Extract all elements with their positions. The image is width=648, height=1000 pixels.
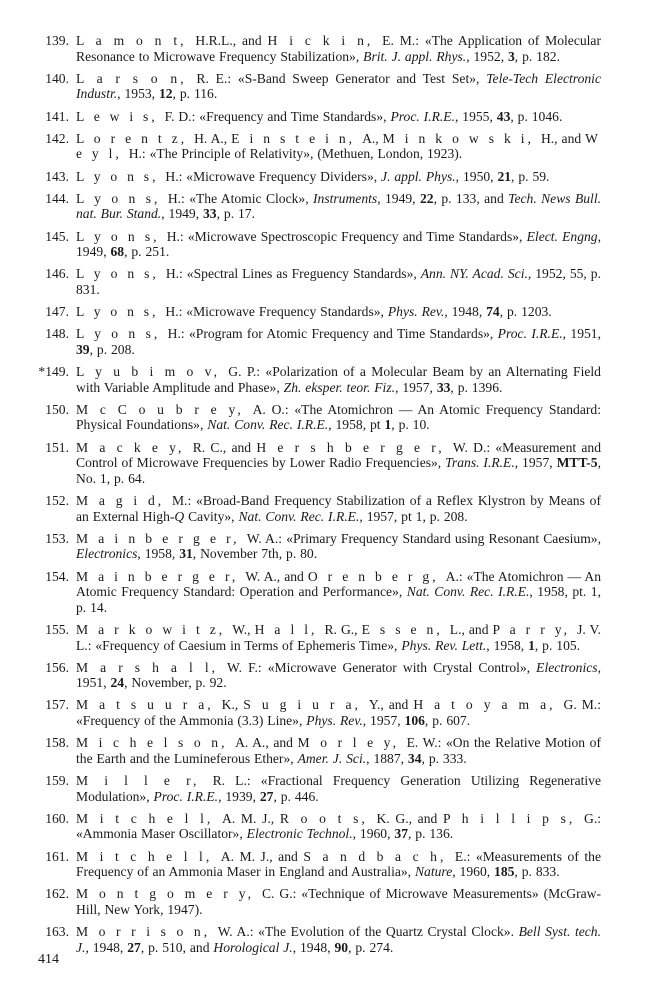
reference-text: , 1957,: [395, 379, 437, 395]
reference-text: , 1951,: [76, 659, 601, 691]
reference-text: , No. 1, p. 64.: [76, 455, 602, 486]
author-name: E i n s t e i n,: [231, 130, 363, 146]
reference-entry: [45, 439, 602, 487]
reference-text: , p. 133, and: [433, 190, 509, 206]
volume-number: 22: [419, 190, 434, 206]
reference-text: H.: «Program for Atomic Frequency and Time Standards»,: [167, 326, 498, 342]
reference-number: 140.: [45, 70, 69, 86]
reference-text: , p. 105.: [534, 637, 581, 653]
reference-entry: [38, 364, 601, 395]
reference-text: , November 7th, p. 80.: [192, 546, 318, 562]
reference-number: 147.: [45, 304, 69, 320]
volume-number: 1: [528, 637, 535, 653]
reference-text: , p. 1203.: [499, 304, 552, 320]
journal-title: Nature: [414, 864, 453, 880]
journal-title: Proc. I.R.E.: [390, 108, 455, 124]
reference-number: 148.: [45, 326, 69, 342]
reference-number: 158.: [45, 735, 69, 751]
journal-title: Phys. Rev.: [387, 304, 445, 320]
reference-text: H.R.L., and: [195, 33, 268, 48]
reference-text: H. A.,: [194, 130, 232, 146]
volume-number: 27: [259, 788, 274, 804]
journal-title: Nat. Conv. Rec. I.R.E.: [207, 417, 329, 433]
reference-text: K.,: [221, 697, 244, 713]
reference-text: K. G., and: [376, 810, 444, 826]
reference-text: Y., and: [368, 697, 414, 713]
volume-number: 39: [76, 341, 90, 357]
reference-text: A. M. J.,: [222, 810, 280, 826]
reference-text: W. A.: «The Evolution of the Quartz Crystal Clock».: [217, 924, 519, 940]
reference-text: , p. 136.: [407, 826, 454, 842]
journal-title: Electronics: [76, 546, 138, 562]
author-name: L y o n s,: [76, 326, 168, 342]
reference-entry: [45, 697, 601, 729]
author-name: L y o n s,: [76, 266, 166, 282]
journal-title: Electronic Technol.: [246, 826, 353, 842]
reference-text: , p. 182.: [514, 48, 560, 64]
reference-entry: [45, 108, 601, 125]
journal-title: Bell Syst. tech. J.: [76, 924, 601, 955]
author-name: L o r e n t z,: [76, 130, 195, 146]
author-name: L y o n s,: [76, 304, 166, 320]
author-name: M i t c h e l l,: [76, 848, 221, 864]
reference-entry: [45, 326, 601, 357]
reference-entry: [45, 266, 601, 297]
author-name: L y o n s,: [76, 228, 167, 244]
author-name: M a c k e y,: [76, 439, 193, 455]
journal-title: Electronics: [536, 659, 598, 675]
reference-text: G. M.: «Frequency of the Ammonia (3.3) Line»,: [76, 697, 601, 729]
author-name: R o o t s,: [279, 810, 377, 826]
journal-title: Tele-Tech Electronic Industr.: [76, 70, 601, 102]
page-number: 414: [38, 952, 59, 967]
reference-number: 155.: [45, 621, 69, 637]
journal-title: Brit. J. appl. Rhys.: [363, 48, 467, 64]
reference-text: H.: «The Principle of Relativity», (Methuen, London, 1923).: [128, 146, 463, 162]
journal-title: Proc. I.R.E.: [153, 788, 219, 804]
reference-number: 145.: [45, 228, 69, 244]
volume-number: 106: [404, 713, 425, 729]
reference-text: L., and: [449, 621, 493, 637]
reference-text: R. L.: «Fractional Frequency Generation Utilizing Regenerative Modulation»,: [76, 773, 601, 804]
volume-number: 43: [496, 108, 511, 124]
author-name: M a t s u u r a,: [76, 697, 222, 713]
reference-text: , 1952,: [466, 48, 508, 64]
reference-number: 156.: [45, 659, 69, 675]
journal-title: Phys. Rev.: [306, 713, 363, 729]
reference-entry: [45, 568, 601, 616]
reference-number: 144.: [45, 190, 69, 206]
reference-number: 142.: [45, 130, 69, 146]
reference-text: , 1953,: [117, 86, 159, 102]
author-name: M a r k o w i t z,: [76, 621, 233, 637]
reference-text: A. M. J., and: [220, 848, 304, 864]
volume-number: 90: [334, 939, 349, 955]
volume-number: 12: [158, 86, 173, 102]
reference-text: , 1960,: [452, 864, 495, 880]
reference-text: H., and: [540, 130, 586, 146]
author-name: M o n t g o m e r y,: [76, 886, 262, 902]
reference-text: , p. 116.: [172, 86, 218, 102]
reference-text: , 1955,: [454, 108, 497, 124]
journal-title: Amer. J. Sci.: [297, 750, 367, 766]
reference-text: , November, p. 92.: [124, 675, 227, 691]
reference-text: W. A., and: [245, 568, 308, 584]
author-name: H a l l,: [254, 621, 325, 637]
reference-entry: [45, 810, 602, 842]
reference-entry: [45, 848, 601, 880]
reference-number: 146.: [45, 266, 69, 282]
volume-number: 37: [394, 826, 408, 842]
reference-number: 150.: [45, 401, 69, 417]
reference-number: 143.: [45, 168, 69, 184]
reference-text: , 1949,: [161, 206, 203, 222]
journal-title: Nat. Conv. Rec. I.R.E.: [406, 584, 530, 600]
reference-text: A.,: [362, 130, 383, 146]
volume-number: 185: [494, 864, 515, 880]
author-name: P a r r y,: [492, 621, 578, 637]
reference-list: [0, 33, 648, 962]
reference-text: , 1958, pt. 1, p. 14.: [76, 584, 601, 615]
reference-entry: [45, 130, 602, 162]
author-name: L a m o n t,: [76, 33, 196, 48]
journal-title: Phys. Rev. Lett.: [401, 637, 487, 653]
reference-text: , p. 1046.: [510, 108, 563, 124]
author-name: M i t c h e l l,: [76, 810, 222, 826]
reference-text: , 1949,: [76, 228, 601, 260]
reference-entry: [45, 773, 601, 804]
reference-number: 154.: [45, 568, 69, 584]
reference-text: F. D.: «Frequency and Time Standards»,: [164, 108, 391, 124]
reference-number: 139.: [45, 33, 69, 48]
reference-text: R. E.: «S-Band Sweep Generator and Test Set»,: [196, 70, 487, 86]
reference-text: , p. 510, and: [140, 939, 214, 955]
author-name: M o r l e y,: [297, 735, 407, 751]
reference-text: , 1949,: [377, 190, 420, 206]
reference-text: , p. 251.: [124, 244, 170, 260]
journal-title: Elect. Engng: [526, 228, 598, 244]
reference-text: Cavity»,: [184, 508, 239, 524]
reference-text: , p. 833.: [514, 864, 560, 880]
reference-text: , 1957,: [514, 455, 557, 471]
reference-text: G.: «Ammonia Maser Oscillator»,: [76, 810, 602, 842]
reference-number: 160.: [45, 810, 69, 826]
author-name: H i c k i n,: [267, 33, 383, 48]
reference-text: , p. 446.: [273, 788, 319, 804]
reference-text: G. P.: «Polarization of a Molecular Beam by an Alternating Field with Variable Amplitude and Phase»,: [76, 364, 601, 395]
reference-text: , p. 10.: [391, 417, 430, 433]
reference-text: , 1960,: [352, 826, 395, 842]
reference-text: H.: «Microwave Frequency Standards»,: [165, 304, 388, 320]
reference-text: , 1948,: [292, 939, 335, 955]
reference-text: , 1951,: [562, 326, 601, 342]
reference-entry: [45, 659, 601, 691]
author-name: S a n d b a c h,: [303, 848, 455, 864]
reference-text: , 1958,: [137, 546, 180, 562]
reference-entry: [45, 33, 601, 64]
reference-text: E. M.: «The Application of Molecular Resonance to Microwave Frequency Stabilization»,: [76, 33, 601, 64]
reference-number: 141.: [45, 108, 69, 124]
reference-text: H.: «The Atomic Clock»,: [167, 190, 313, 206]
reference-text: , 1957, pt 1, p. 208.: [359, 508, 468, 524]
reference-text: , p. 274.: [348, 939, 394, 955]
reference-number: 153.: [45, 530, 69, 546]
reference-number: 152.: [45, 492, 69, 508]
author-name: H a t o y a m a,: [413, 697, 564, 713]
reference-text: , 1957,: [362, 713, 405, 729]
author-name: H e r s h b e r g e r,: [256, 439, 453, 455]
reference-text: , 1958, pt: [328, 417, 385, 433]
author-name: M a g i d,: [76, 492, 172, 508]
reference-text: , p. 607.: [424, 713, 471, 729]
author-name: L e w i s,: [76, 108, 165, 124]
author-name: P h i l l i p s,: [443, 810, 585, 826]
reference-entry: [45, 735, 601, 766]
author-name: W e y l,: [76, 130, 602, 162]
reference-text: , 1939,: [218, 788, 260, 804]
reference-entry: [45, 492, 601, 524]
volume-number: MTT-5: [556, 455, 598, 471]
journal-title: Tech. News Bull. nat. Bur. Stand.: [76, 190, 602, 222]
reference-entry: [45, 190, 602, 222]
author-name: L y u b i m o v,: [76, 364, 229, 380]
journal-title: Instruments: [313, 190, 378, 206]
volume-number: 33: [436, 379, 451, 395]
reference-text: A.: «The Atomichron — An Atomic Frequency Standard: Operation and Performance»,: [76, 568, 601, 600]
reference-text: W. D.: «Measurement and Control of Microwave Frequencies by Lower Radio Frequencies»,: [76, 439, 601, 471]
journal-title: Horological J.: [213, 939, 293, 955]
reference-text: , 1950,: [455, 168, 498, 184]
author-name: M i c h e l s o n,: [76, 735, 236, 751]
reference-text: W.,: [232, 621, 255, 637]
volume-number: 21: [497, 168, 512, 184]
reference-text: W. A.: «Primary Frequency Standard using Resonant Caesium»,: [246, 530, 602, 546]
reference-text: C. G.: «Technique of Microwave Measurements» (McGraw-Hill, New York, 1947).: [76, 886, 602, 917]
volume-number: 34: [407, 750, 422, 766]
reference-number: 162.: [45, 886, 69, 902]
author-name: E s s e n,: [361, 621, 450, 637]
reference-text: , 1887,: [366, 750, 408, 766]
author-name: S u g i u r a,: [243, 697, 369, 713]
reference-text: R. C., and: [192, 439, 257, 455]
author-name: M i n k o w s k i,: [382, 130, 541, 146]
reference-text: , 1948,: [85, 939, 128, 955]
reference-entry: [45, 168, 601, 185]
journal-title: Zh. eksper. teor. Fiz.: [283, 379, 396, 395]
author-name: M o r r i s o n,: [76, 924, 218, 940]
author-name: L a r s o n,: [76, 70, 197, 86]
author-name: M a i n b e r g e r,: [76, 530, 247, 546]
journal-title: Q: [174, 508, 185, 524]
reference-entry: [45, 70, 601, 102]
reference-text: , p. 1396.: [450, 379, 503, 395]
author-name: O r e n b e r g,: [307, 568, 446, 584]
journal-title: J. appl. Phys.: [381, 168, 456, 184]
volume-number: 68: [110, 244, 125, 260]
reference-entry: [45, 886, 602, 917]
reference-text: E. W.: «On the Relative Motion of the Earth and the Lumineferous Ether»,: [76, 735, 601, 766]
reference-text: , p. 333.: [421, 750, 467, 766]
reference-text: , 1948,: [444, 304, 487, 320]
journal-title: Nat. Conv. Rec. I.R.E.: [238, 508, 360, 524]
reference-text: , 1952, 55, p. 831.: [76, 266, 601, 297]
reference-number: 163.: [45, 924, 69, 940]
reference-text: W. F.: «Microwave Generator with Crystal Control»,: [227, 659, 537, 675]
reference-text: H.: «Spectral Lines as Freguency Standards»,: [165, 266, 421, 282]
author-name: L y o n s,: [76, 168, 166, 184]
volume-number: 74: [486, 304, 500, 320]
reference-number: 161.: [45, 848, 69, 864]
volume-number: 27: [127, 939, 141, 955]
reference-entry: [45, 530, 602, 562]
reference-text: A. A., and: [235, 735, 298, 751]
reference-text: J. V. L.: «Frequency of Caesium in Terms of Ephemeris Time»,: [76, 621, 601, 653]
reference-text: R. G.,: [324, 621, 362, 637]
reference-number: 157.: [45, 697, 69, 713]
volume-number: 31: [179, 546, 193, 562]
reference-text: , p. 17.: [216, 206, 255, 222]
reference-number: 159.: [45, 773, 69, 789]
reference-text: H.: «Microwave Spectroscopic Frequency and Time Standards»,: [166, 228, 527, 244]
reference-entry: [45, 924, 601, 955]
journal-title: Proc. I.R.E.: [497, 326, 563, 342]
reference-number: *149.: [38, 364, 69, 380]
journal-title: Trans. I.R.E.: [445, 455, 515, 471]
volume-number: 24: [110, 675, 125, 691]
reference-entry: [45, 304, 601, 320]
volume-number: 3: [507, 48, 515, 64]
reference-text: A. O.: «The Atomichron — An Atomic Frequency Standard: Physical Foundations»,: [76, 401, 601, 433]
journal-title: Ann. NY. Acad. Sci.: [420, 266, 528, 282]
author-name: L y o n s,: [76, 190, 168, 206]
author-name: M a r s h a l l,: [76, 659, 228, 675]
reference-number: 151.: [45, 439, 69, 455]
volume-number: 1: [384, 417, 392, 433]
author-name: M a i n b e r g e r,: [76, 568, 246, 584]
reference-text: M.: «Broad-Band Frequency Stabilization of a Reflex Klystron by Means of an External High-: [76, 492, 601, 524]
reference-text: , p. 208.: [89, 341, 135, 357]
reference-text: , 1958,: [486, 637, 529, 653]
author-name: M c C o u b r e y,: [76, 401, 253, 417]
reference-entry: [45, 228, 601, 260]
reference-text: E.: «Measurements of the Frequency of an Ammonia Maser in England and Australia»,: [76, 848, 601, 880]
reference-text: H.: «Microwave Frequency Dividers»,: [165, 168, 382, 184]
reference-entry: [45, 401, 601, 433]
reference-text: , p. 59.: [511, 168, 550, 184]
reference-entry: [45, 621, 601, 653]
volume-number: 33: [203, 206, 217, 222]
author-name: M i l l e r,: [76, 773, 213, 789]
